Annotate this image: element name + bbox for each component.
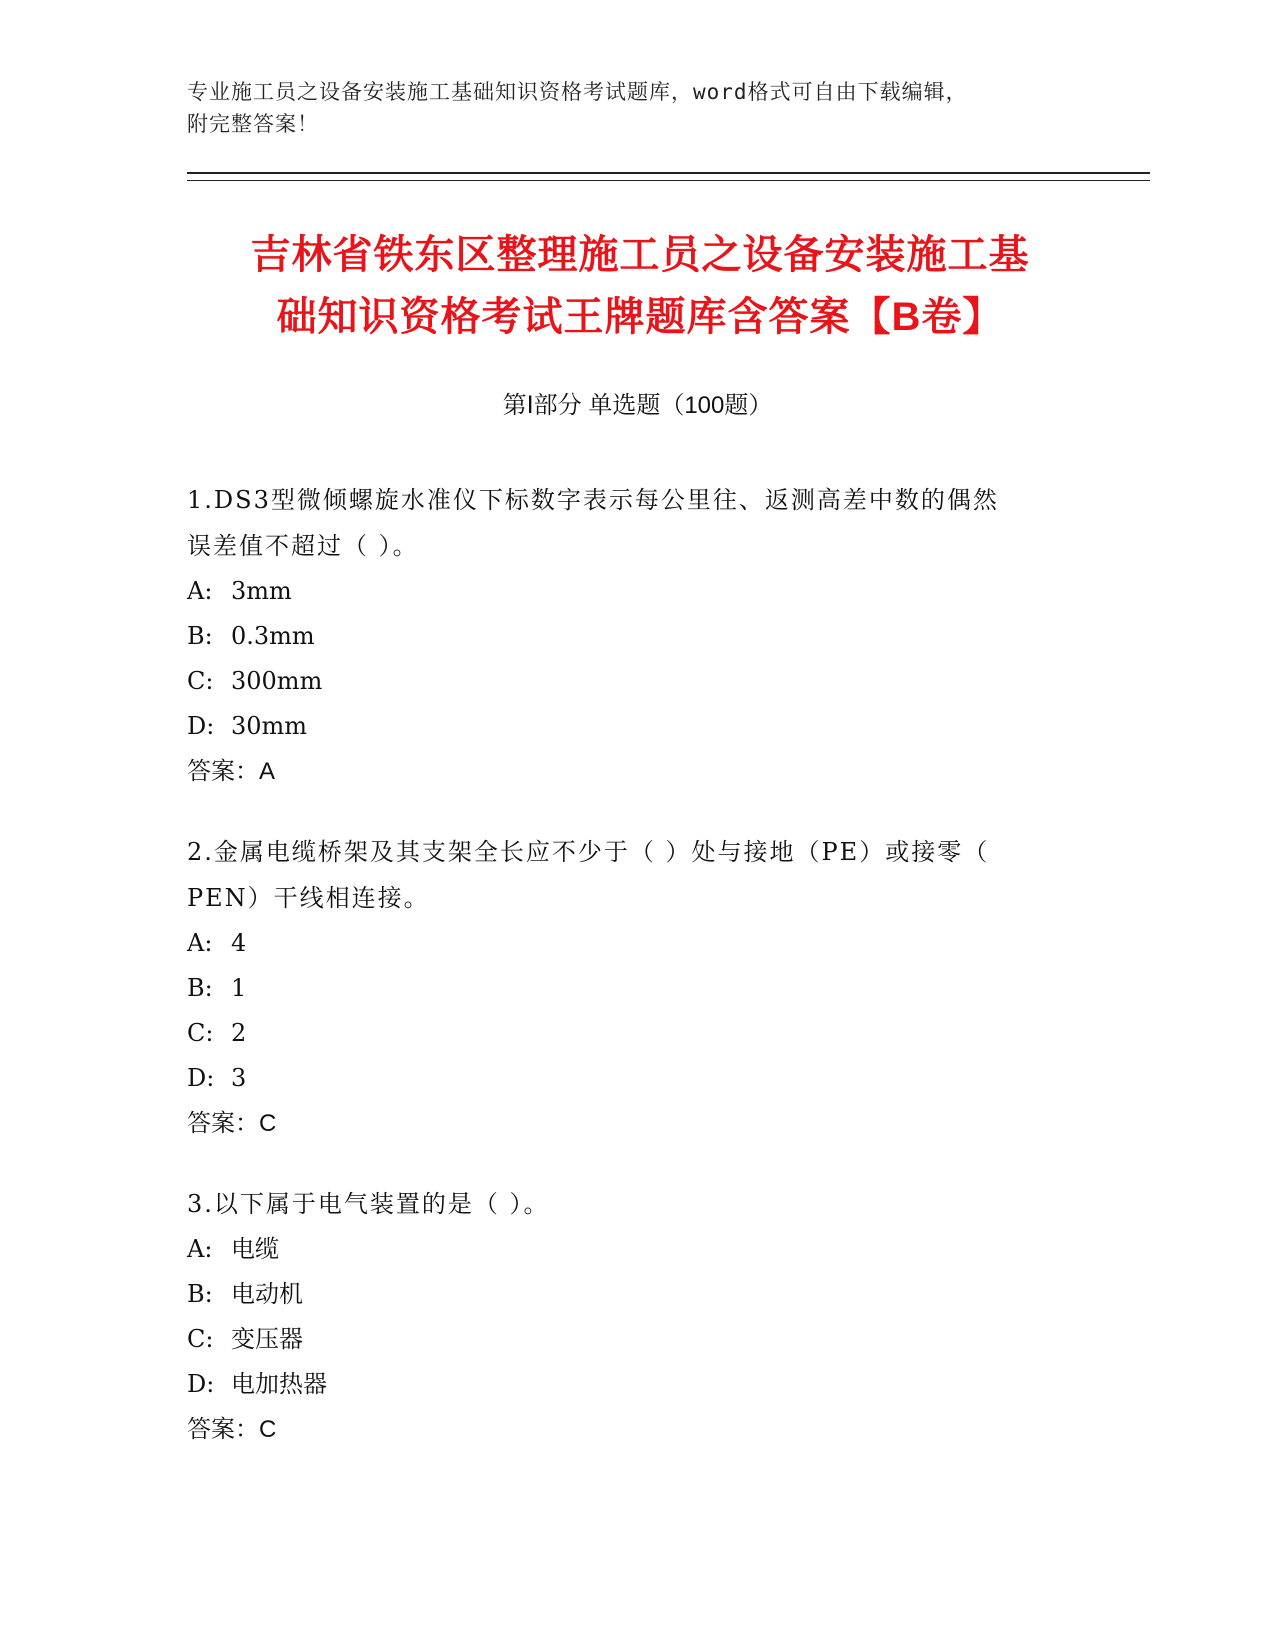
option-key: A: (187, 1235, 213, 1263)
option-b (187, 1272, 1087, 1317)
header-note-line: 专业施工员之设备安装施工基础知识资格考试题库，word格式可自由下载编辑， (187, 80, 968, 104)
option-b (187, 966, 1087, 1011)
option-text: 变压器 (231, 1325, 303, 1353)
question-stem-line: 误差值不超过（ ）。 (187, 532, 419, 560)
answer-line (187, 1101, 1087, 1146)
document-title-line: 吉林省铁东区整理施工员之设备安装施工基 (250, 233, 1030, 277)
answer-label: 答案： (187, 758, 259, 785)
option-key: C: (187, 1325, 214, 1353)
section-heading: 第Ⅰ部分 单选题（100题） (502, 392, 773, 419)
option-text: 30mm (231, 712, 308, 740)
option-key: B: (187, 1280, 213, 1308)
option-c (187, 659, 1087, 704)
answer-value: A (259, 758, 276, 785)
option-text: 1 (231, 974, 247, 1002)
document-title (170, 224, 1110, 348)
header-divider-thick (187, 172, 1150, 174)
question-stem-line: PEN）干线相连接。 (187, 884, 430, 912)
option-d (187, 1056, 1087, 1101)
option-key: B: (187, 622, 213, 650)
option-text: 3mm (231, 577, 292, 605)
option-text: 电加热器 (231, 1370, 327, 1398)
answer-label: 答案： (187, 1110, 259, 1137)
option-text: 电缆 (231, 1235, 279, 1263)
question-stem-line: 3.以下属于电气装置的是（ ）。 (187, 1190, 550, 1218)
question-stem (187, 477, 1087, 569)
option-a (187, 921, 1087, 966)
option-a (187, 1227, 1087, 1272)
option-c (187, 1317, 1087, 1362)
question-stem (187, 829, 1087, 921)
option-text: 0.3mm (231, 622, 315, 650)
header-divider-thin (187, 180, 1150, 181)
option-key: A: (187, 929, 213, 957)
option-key: C: (187, 1019, 214, 1047)
option-text: 电动机 (231, 1280, 303, 1308)
option-key: D: (187, 1064, 215, 1092)
option-c (187, 1011, 1087, 1056)
option-text: 4 (231, 929, 247, 957)
option-key: B: (187, 974, 213, 1002)
option-d (187, 704, 1087, 749)
header-note (187, 76, 1087, 140)
answer-label: 答案： (187, 1416, 259, 1443)
option-d (187, 1362, 1087, 1407)
question-stem-line: 1.DS3型微倾螺旋水准仪下标数字表示每公里往、返测高差中数的偶然 (187, 486, 999, 514)
question-item (187, 1181, 1087, 1452)
option-text: 300mm (231, 667, 323, 695)
option-text: 2 (231, 1019, 247, 1047)
option-b (187, 614, 1087, 659)
option-a (187, 569, 1087, 614)
document-title-line: 础知识资格考试王牌题库含答案【B卷】 (276, 295, 1004, 339)
answer-line (187, 749, 1087, 794)
question-list (187, 477, 1087, 1452)
answer-line (187, 1407, 1087, 1452)
question-item (187, 477, 1087, 794)
option-key: D: (187, 712, 215, 740)
option-key: C: (187, 667, 214, 695)
option-text: 3 (231, 1064, 247, 1092)
option-key: D: (187, 1370, 215, 1398)
option-key: A: (187, 577, 213, 605)
question-stem-line: 2.金属电缆桥架及其支架全长应不少于（ ）处与接地（PE）或接零（ (187, 838, 990, 866)
answer-value: C (259, 1110, 277, 1137)
question-stem (187, 1181, 1087, 1227)
header-note-line: 附完整答案！ (187, 112, 319, 136)
answer-value: C (259, 1416, 277, 1443)
question-item (187, 829, 1087, 1146)
